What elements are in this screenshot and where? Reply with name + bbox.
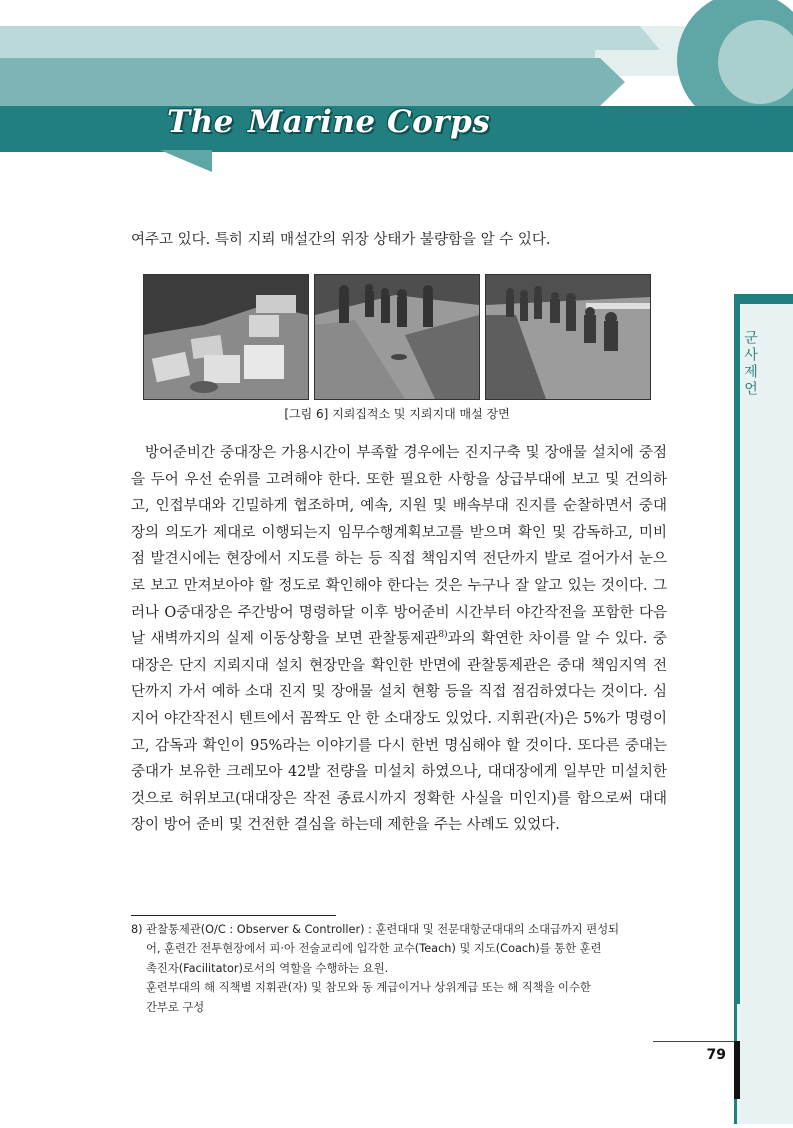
body-paragraph	[131, 440, 667, 839]
footnote-ref[interactable]: 8)	[438, 630, 448, 641]
brand-word-marine: Marine	[247, 104, 376, 140]
footnote-line: 간부로 구성	[146, 1000, 205, 1014]
photo-soldiers-road	[314, 274, 480, 400]
brand-title	[167, 104, 490, 140]
footnote-line: 촉진자(Facilitator)로서의 역할을 수행하는 요원.	[146, 961, 389, 975]
figure-photos	[143, 274, 651, 400]
side-tab	[734, 294, 793, 1124]
page-number-bar	[734, 1041, 740, 1099]
body-text-part2: 과의 확연한 차이를 알 수 있다. 중대장은 단지 지뢰지대 설치 현장만을 확인한 반면에 관찰통제관은 중대 책임지역 전단까지 가서 예하 소대 진지 및 장애물 설치 현황 등을 직접 점검하였다는 것이다. 심지어 야간작전시 텐트에서 꼼짝도 안 한 소대장도 있었다. 지휘관(자)은 5%가 명령이고, 감독과 확인이 95%라는 이야기를 다시 한번 명심해야 할 것이다. 또다른 중대는 중대가 보유한 크레모아 42발 전량을 미설치 하였으나, 대대장에게 일부만 미설치한 것으로 허위보고(대대장은 작전 종료시까지 정확한 사실을 미인지)를 함으로써 대대장이 방어 준비 및 건전한 결심을 하는데 제한을 주는 사례도 있었다.	[131, 631, 667, 834]
body-text-part1: 방어준비간 중대장은 가용시간이 부족할 경우에는 진지구축 및 장애물 설치에 중점을 두어 우선 순위를 고려해야 한다. 또한 필요한 사항을 상급부대에 보고 및 건의하고, 인접부대와 긴밀하게 협조하며, 예속, 지원 및 배속부대 진지를 순찰하면서 중대장의 의도가 제대로 이행되는지 임무수행계획보고를 받으며 확인 및 감독하고, 미비점 발견시에는 현장에서 지도를 하는 등 직접 책임지역 전단까지 발로 걸어가서 눈으로 보고 만져보아야 할 정도로 확인해야 한다는 것은 누구나 잘 알고 있는 것이다. 그러나 O중대장은 주간방어 명령하달 이후 방어준비 시간부터 야간작전을 포함한 다음날 새벽까지의 실제 이동상황을 보면 관찰통제관	[131, 445, 667, 648]
photo-mine-stockpile	[143, 274, 309, 400]
footnote	[131, 920, 669, 1017]
photo-minefield-laying	[485, 274, 651, 400]
header-banner	[0, 0, 793, 190]
footnote-line: 8) 관찰통제관(O/C : Observer & Controller) : 훈련대대 및 전문대항군대대의 소대급까지 편성되	[131, 923, 620, 936]
intro-line: 여주고 있다. 특히 지뢰 매설간의 위장 상태가 불량함을 알 수 있다.	[131, 232, 551, 248]
footnote-line: 어, 훈련간 전투현장에서 피·아 전술교리에 입각한 교수(Teach) 및 지도(Coach)를 통한 훈련	[146, 942, 602, 956]
side-section-label: 군사제언	[742, 330, 758, 398]
brand-word-corps: Corps	[386, 104, 491, 140]
header-graphic	[0, 0, 793, 190]
figure-caption: [그림 6] 지뢰집적소 및 지뢰지대 매설 장면	[284, 407, 510, 421]
footnote-line: 훈련부대의 해 직책별 지휘관(자) 및 참모와 동 계급이거나 상위계급 또는 해 직책을 이수한	[146, 981, 591, 995]
page-number-rule	[653, 1041, 737, 1042]
footnote-rule	[131, 915, 336, 916]
brand-word-the: The	[167, 104, 234, 140]
page-number: 79	[706, 1047, 726, 1063]
